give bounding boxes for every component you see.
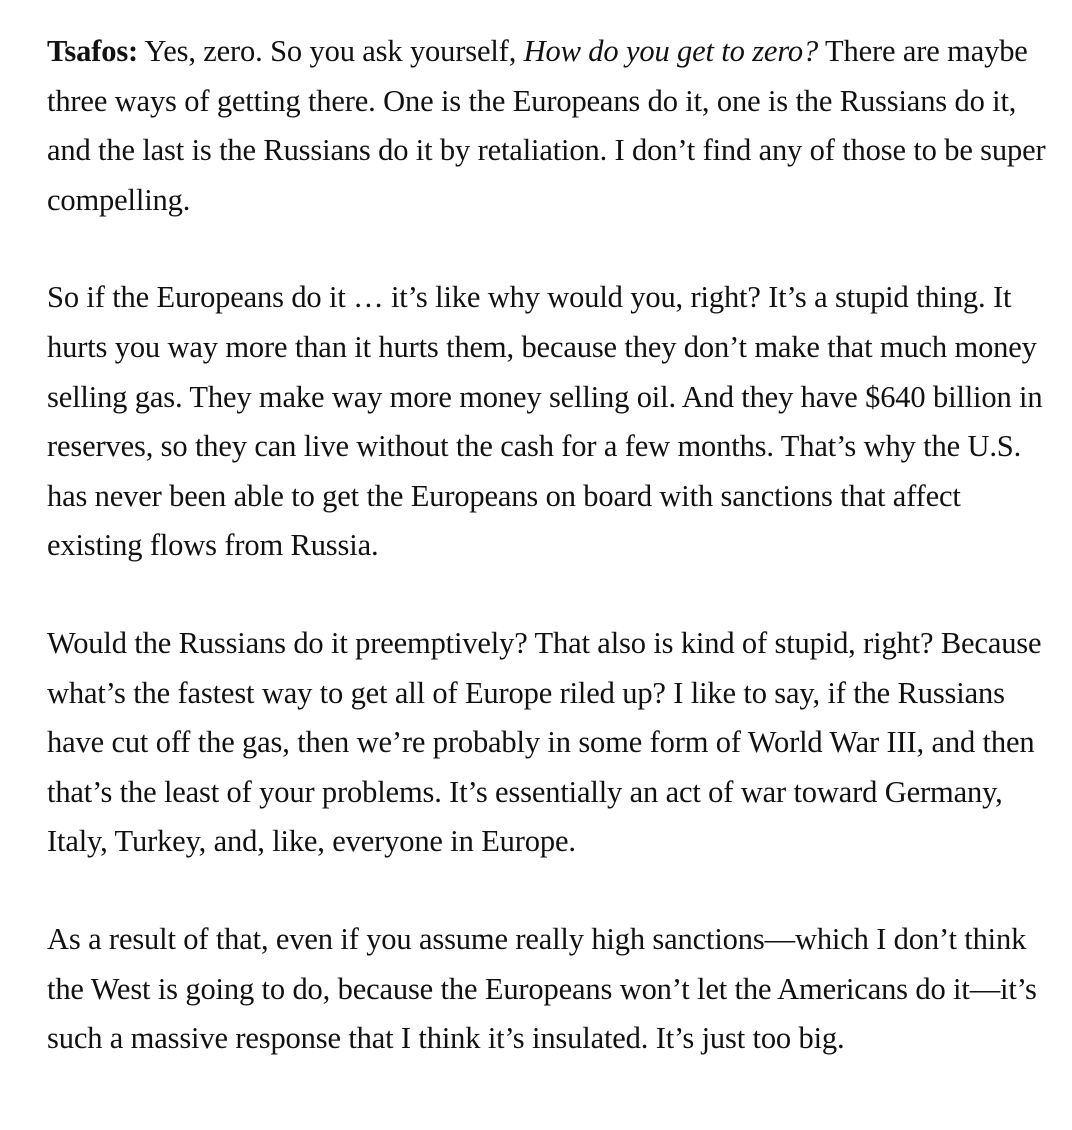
paragraph-text: Yes, zero. So you ask yourself, (138, 34, 524, 68)
article-body (47, 27, 1047, 1064)
paragraph: So if the Europeans do it … it’s like why would you, right? It’s a stupid thing. It hurts you way more than it hurts them, because they don’t make that much money selling gas. They make way more money selling oil. And they have $640 billion in reserves, so they can live without the cash for a few months. That’s why the U.S. has never been able to get the Europeans on board with sanctions that affect existing flows from Russia. (47, 280, 1043, 563)
paragraph-text: There are maybe three ways of getting there. One is the Europeans do it, one is the Russians do it, and the last is the Russians do it by retaliation. I don’t find any of those to be super compelling. (47, 34, 1046, 217)
speaker-name: Tsafos: (47, 34, 139, 68)
paragraph: As a result of that, even if you assume really high sanctions—which I don’t think the West is going to do, because the Europeans won’t let the Americans do it—it’s such a massive response that I think it’s insulated. It’s just too big. (47, 921, 1037, 1056)
paragraph: Would the Russians do it preemptively? That also is kind of stupid, right? Because what’s the fastest way to get all of Europe riled up? I like to say, if the Russians have cut off the gas, then we’re probably in some form of World War III, and then that’s the least of your problems. It’s essentially an act of war toward Germany, Italy, Turkey, and, like, everyone in Europe. (47, 625, 1042, 859)
italic-question: How do you get to zero? (523, 34, 819, 68)
paragraph (47, 27, 1047, 225)
